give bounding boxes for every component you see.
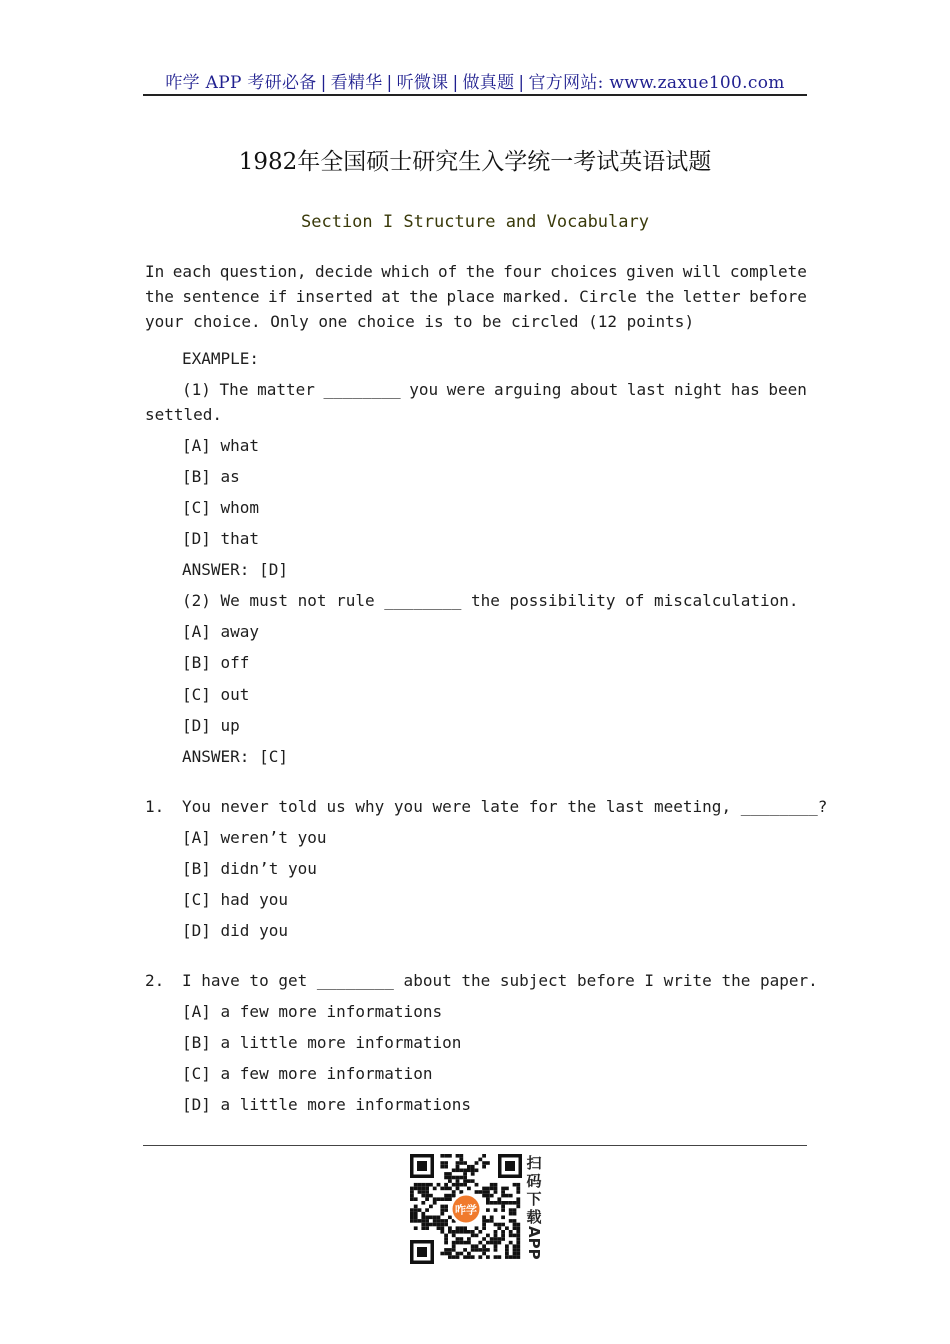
header-link-highlights[interactable]: 看精华 — [330, 73, 383, 93]
header-separator: | — [320, 73, 327, 93]
example-q1-answer: ANSWER: [D] — [182, 560, 288, 579]
example-q1-option-a: [A] what — [182, 436, 260, 455]
question-1-option-c: [C] had you — [182, 890, 288, 909]
header-link-microlessons[interactable]: 听微课 — [396, 73, 449, 93]
header-site-label: 官方网站: — [528, 73, 604, 93]
example-q1-option-d: [D] that — [182, 529, 260, 548]
question-2-option-d: [D] a little more informations — [182, 1095, 471, 1114]
qr-app-logo-icon — [450, 1193, 482, 1225]
instructions-line-3: your choice. Only one choice is to be circled (12 points) — [145, 312, 695, 331]
example-q1-option-b: [B] as — [182, 467, 240, 486]
example-q1-line-1: (1) The matter ________ you were arguing about last night has been — [182, 380, 807, 399]
qr-finder-top-right — [498, 1154, 522, 1178]
qr-finder-top-left — [410, 1154, 434, 1178]
page-title: 1982年全国硕士研究生入学统一考试英语试题 — [238, 149, 712, 175]
example-q1-option-c: [C] whom — [182, 498, 260, 517]
question-2-text: I have to get ________ about the subject before I write the paper. — [182, 971, 818, 990]
question-1-option-d: [D] did you — [182, 921, 288, 940]
question-2-option-a: [A] a few more informations — [182, 1002, 443, 1021]
header-brand: 咋学 APP 考研必备 — [165, 73, 317, 93]
footer-divider — [143, 1145, 807, 1146]
example-q2-text: (2) We must not rule ________ the possibility of miscalculation. — [182, 591, 799, 610]
header-separator: | — [386, 73, 393, 93]
question-1-option-b: [B] didn’t you — [182, 859, 317, 878]
example-q2-option-a: [A] away — [182, 622, 260, 641]
header-separator: | — [452, 73, 459, 93]
question-2-option-b: [B] a little more information — [182, 1033, 462, 1052]
example-q2-option-b: [B] off — [182, 653, 250, 672]
qr-code[interactable] — [408, 1152, 524, 1266]
example-q2-option-d: [D] up — [182, 716, 240, 735]
header-site-url[interactable]: www.zaxue100.com — [609, 73, 785, 93]
example-q1-line-2: settled. — [145, 405, 223, 424]
section-title: Section I Structure and Vocabulary — [301, 212, 649, 232]
question-2-option-c: [C] a few more information — [182, 1064, 433, 1083]
instructions-line-2: the sentence if inserted at the place marked. Circle the letter before — [145, 287, 807, 306]
svg-text:咋学: 咋学 — [455, 1203, 477, 1217]
header-separator: | — [518, 73, 525, 93]
question-2-number: 2. — [145, 971, 165, 990]
example-q2-answer: ANSWER: [C] — [182, 747, 288, 766]
header-link-past-papers[interactable]: 做真题 — [462, 73, 515, 93]
question-1-number: 1. — [145, 797, 165, 816]
qr-finder-bottom-left — [410, 1240, 434, 1264]
example-label: EXAMPLE: — [182, 349, 260, 368]
example-q2-option-c: [C] out — [182, 685, 250, 704]
qr-caption: 扫 码 下 载 APP — [525, 1154, 543, 1260]
question-1-text: You never told us why you were late for the last meeting, ________? — [182, 797, 828, 816]
instructions-line-1: In each question, decide which of the four choices given will complete — [145, 262, 807, 281]
header-divider — [143, 94, 807, 96]
site-header — [143, 68, 807, 93]
question-1-option-a: [A] weren’t you — [182, 828, 327, 847]
